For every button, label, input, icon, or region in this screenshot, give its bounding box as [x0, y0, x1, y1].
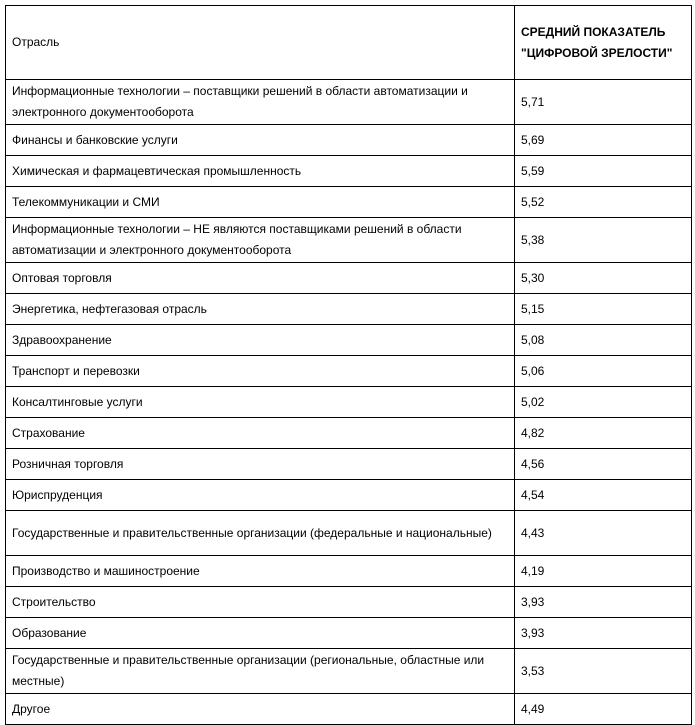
value-cell: 5,71 [515, 80, 692, 125]
industry-cell: Оптовая торговля [6, 263, 515, 294]
table-row [6, 511, 692, 556]
industry-cell: Образование [6, 618, 515, 649]
industry-cell: Государственные и правительственные организации (федеральные и национальные) [6, 511, 515, 556]
value-cell: 3,93 [515, 618, 692, 649]
value-cell: 4,49 [515, 694, 692, 725]
table-row [6, 618, 692, 649]
industry-cell: Строительство [6, 587, 515, 618]
table-row [6, 187, 692, 218]
table-row [6, 556, 692, 587]
table-row [6, 649, 692, 694]
table-row [6, 418, 692, 449]
value-cell: 5,08 [515, 325, 692, 356]
table-row [6, 294, 692, 325]
metric-header-line2: "ЦИФРОВОЙ ЗРЕЛОСТИ" [521, 45, 673, 60]
table-row [6, 156, 692, 187]
value-cell: 5,06 [515, 356, 692, 387]
table-row [6, 325, 692, 356]
industry-cell: Телекоммуникации и СМИ [6, 187, 515, 218]
value-cell: 5,02 [515, 387, 692, 418]
table-row [6, 125, 692, 156]
metric-header-line1: СРЕДНИЙ ПОКАЗАТЕЛЬ [521, 24, 666, 39]
industry-cell: Энергетика, нефтегазовая отрасль [6, 294, 515, 325]
value-cell: 4,54 [515, 480, 692, 511]
table-row [6, 356, 692, 387]
value-cell: 4,82 [515, 418, 692, 449]
industry-cell: Другое [6, 694, 515, 725]
value-cell: 5,30 [515, 263, 692, 294]
industry-cell: Юриспруденция [6, 480, 515, 511]
table-row [6, 80, 692, 125]
value-cell: 5,15 [515, 294, 692, 325]
industry-cell: Государственные и правительственные организации (региональные, областные или местные) [6, 649, 515, 694]
table-header-row [6, 6, 692, 80]
table-row [6, 387, 692, 418]
table-row [6, 449, 692, 480]
value-cell: 5,38 [515, 218, 692, 263]
industry-cell: Информационные технологии – НЕ являются поставщиками решений в области автоматизации и электронного документооборота [6, 218, 515, 263]
industry-cell: Финансы и банковские услуги [6, 125, 515, 156]
industry-cell: Информационные технологии – поставщики решений в области автоматизации и электронного документооборота [6, 80, 515, 125]
value-cell: 3,93 [515, 587, 692, 618]
value-cell: 4,19 [515, 556, 692, 587]
industry-cell: Здравоохранение [6, 325, 515, 356]
table-row [6, 263, 692, 294]
value-cell: 5,52 [515, 187, 692, 218]
value-cell: 5,69 [515, 125, 692, 156]
industry-cell: Транспорт и перевозки [6, 356, 515, 387]
table-row [6, 694, 692, 725]
industry-cell: Страхование [6, 418, 515, 449]
document-page [5, 5, 692, 725]
industry-column-header: Отрасль [6, 6, 515, 80]
table-row [6, 587, 692, 618]
table-row [6, 218, 692, 263]
industry-cell: Розничная торговля [6, 449, 515, 480]
industry-cell: Химическая и фармацевтическая промышленность [6, 156, 515, 187]
value-cell: 3,53 [515, 649, 692, 694]
digital-maturity-table [5, 5, 692, 725]
metric-column-header [515, 6, 692, 80]
table-row [6, 480, 692, 511]
industry-cell: Производство и машиностроение [6, 556, 515, 587]
industry-cell: Консалтинговые услуги [6, 387, 515, 418]
value-cell: 4,43 [515, 511, 692, 556]
value-cell: 4,56 [515, 449, 692, 480]
value-cell: 5,59 [515, 156, 692, 187]
